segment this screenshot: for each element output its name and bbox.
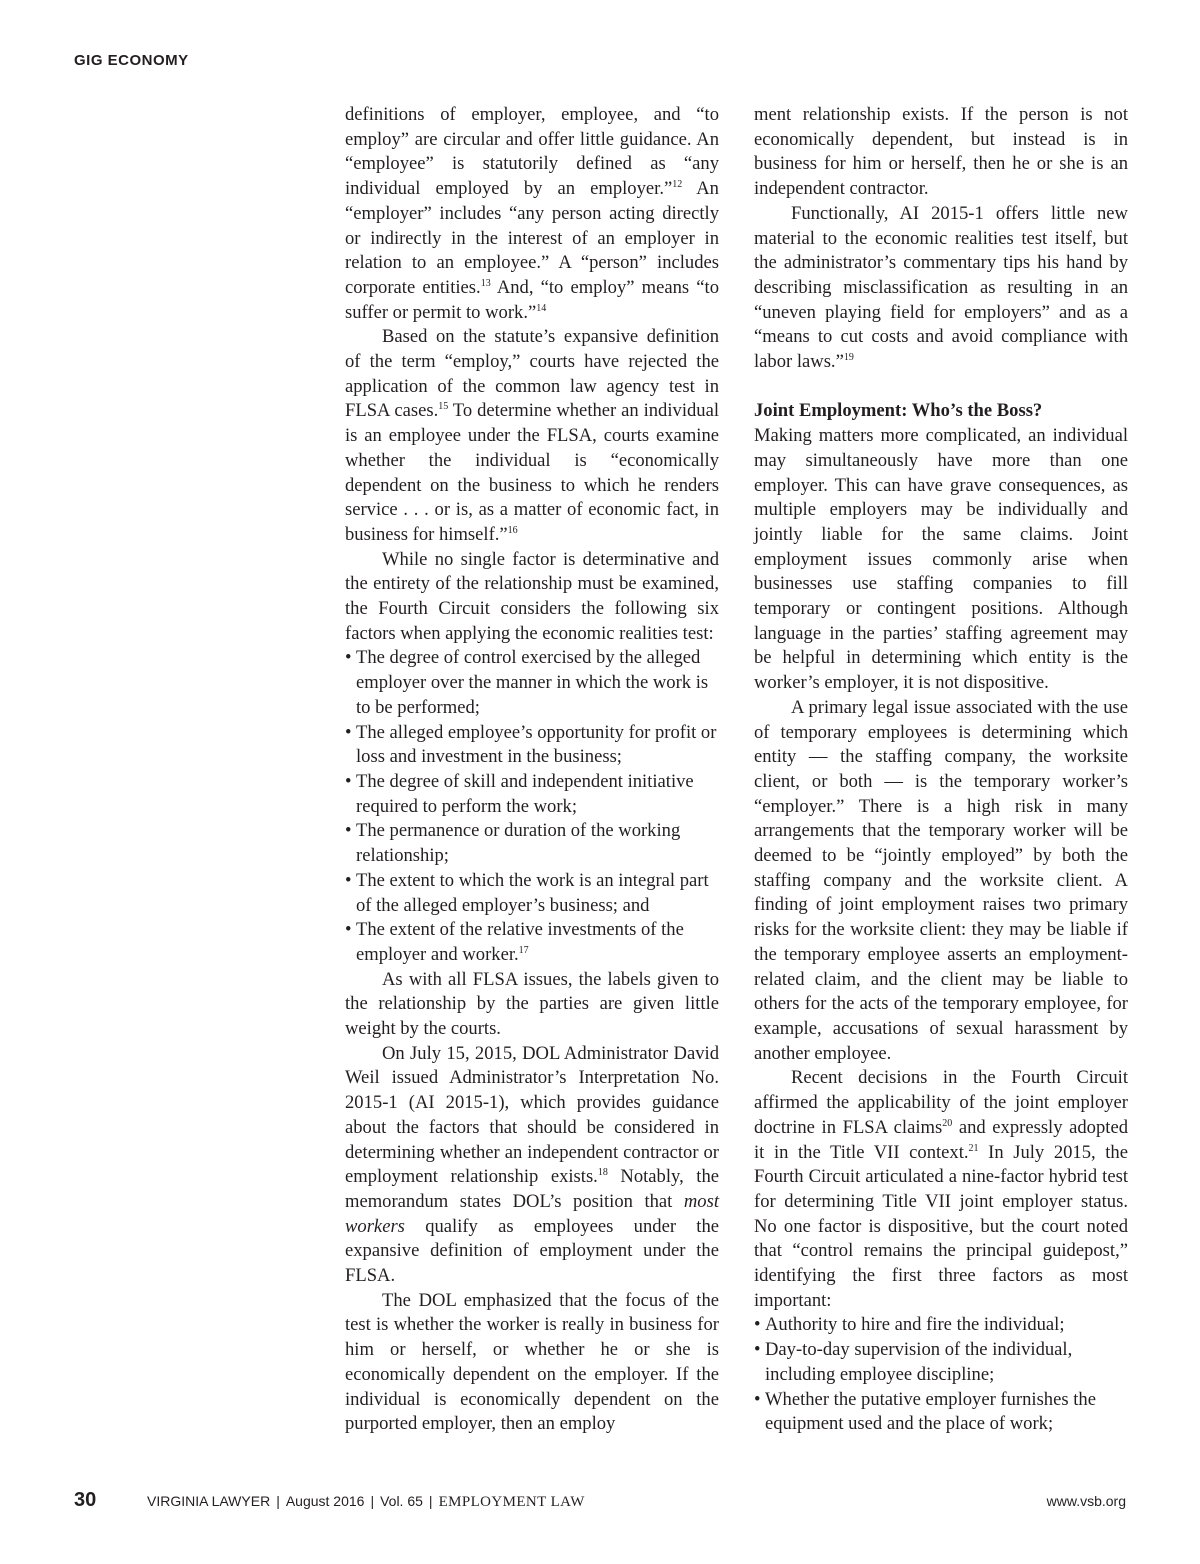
page-number: 30 [74, 1489, 97, 1511]
bullet-icon: • [754, 1339, 761, 1361]
paragraph: definitions of employer, employee, and “to employ” are circular and offer little guidance. An “employee” is statutorily defined as “any individual employed by an employer.”$^{12}$ An “employer” includes “any person acting directly or indirectly in the interest of an employer in relation to an employee.” A “person” includes corporate entities.$^{13}$ And, “to employ” means “to suffer or permit to work.”$^{14}$ [345, 104, 720, 323]
paragraph: Functionally, AI 2015-1 offers little new material to the economic realities test itself, but the administrator’s commentary tips his hand by describing misclassification as resulting in an “uneven playing field for employers” and as a “means to cut costs and avoid compliance with labor laws.”$^{19}$ [754, 202, 1128, 373]
section-running-head: GIG ECONOMY [74, 52, 189, 69]
footnote-ref[interactable]: 21 [968, 1142, 979, 1154]
bullet-icon: • [345, 869, 352, 891]
emphasis: most workers [345, 1190, 719, 1237]
publication-name: VIRGINIA LAWYER [147, 1493, 271, 1509]
list-item: • Whether the putative employer furnishes the equipment used and the place of work; [754, 1388, 1096, 1435]
footnote-ref[interactable]: 12 [672, 179, 683, 191]
volume: Vol. 65 [380, 1493, 423, 1509]
bullet-icon: • [754, 1314, 761, 1336]
bullet-icon: • [345, 919, 352, 941]
bullet-icon: • [345, 647, 352, 669]
list-item: • Authority to hire and fire the individual; [754, 1313, 1128, 1338]
paragraph: Based on the statute’s expansive definition of the term “employ,” courts have rejected the application of the common law agency test in FLSA cases.$^{15}$ To determine whether an individual is an employee under the FLSA, courts examine whether the individual is “economically dependent on the business to which he renders service . . . or is, as a matter of economic fact, in business for himself.”$^{16}$ [345, 326, 719, 545]
paragraph: While no single factor is determinative and the entirety of the relationship must be examined, the Fourth Circuit considers the following six factors when applying the economic realities test: [345, 548, 719, 644]
paragraph: The DOL emphasized that the focus of the test is whether the worker is really in business for him or herself, or whether he or she is economically dependent on the employer. If the individual is economically dependent on the purported employer, then an employ [345, 1289, 719, 1435]
footnote-ref[interactable]: 16 [507, 524, 518, 536]
paragraph: Recent decisions in the Fourth Circuit affirmed the applicability of the joint employer doctrine in FLSA claims$^{20}$ and expressly adopted it in the Title VII context.$^{21}$ In July 2015, the Fourth Circuit articulated a nine-factor hybrid test for determining Title VII joint employer status. No one factor is dispositive, but the court noted that “control remains the principal guidepost,” identifying the first three factors as most important: [754, 1067, 1128, 1311]
issue-date: August 2016 [285, 1493, 365, 1509]
footnote-ref[interactable]: 17 [518, 944, 529, 956]
separator: | [276, 1493, 280, 1509]
website-link[interactable]: www.vsb.org [1046, 1493, 1126, 1509]
list-item: • The permanence or duration of the working relationship; [345, 820, 681, 867]
factor-list [345, 646, 719, 967]
list-item: • The extent to which the work is an integral part of the alleged employer’s business; and [345, 869, 709, 916]
separator: | [428, 1493, 433, 1509]
bullet-icon: • [754, 1388, 761, 1410]
section-heading: Joint Employment: Who’s the Boss? [754, 400, 1043, 422]
footnote-ref[interactable]: 14 [536, 302, 547, 314]
footnote-ref[interactable]: 19 [843, 352, 854, 364]
right-text-column [754, 103, 1128, 1437]
footnote-ref[interactable]: 15 [438, 401, 449, 413]
footnote-ref[interactable]: 13 [480, 277, 491, 289]
footnote-ref[interactable]: 18 [597, 1167, 608, 1179]
list-item: • The extent of the relative investments of the employer and worker.$^{17}$ [345, 919, 684, 965]
paragraph: ment relationship exists. If the person is not economically dependent, but instead is in business for him or herself, then he or she is an independent contractor. [754, 104, 1128, 200]
section-name: EMPLOYMENT LAW [438, 1494, 585, 1510]
bullet-icon: • [345, 820, 352, 842]
paragraph: A primary legal issue associated with the use of temporary employees is determining which entity — the staffing company, the worksite client, or both — is the temporary worker’s “employer.” There is a high risk in many arrangements that the temporary worker will be deemed to be “jointly employed” by both the staffing company and the worksite client. A finding of joint employment raises two primary risks for the worksite client: they may be liable if the temporary employee asserts an employment-related claim, and the client may be liable to others for the acts of the temporary employee, for example, accusations of sexual harassment by another employee. [754, 696, 1128, 1064]
list-item: • The degree of skill and independent initiative required to perform the work; [345, 770, 694, 817]
paragraph: Making matters more complicated, an individual may simultaneously have more than one employer. This can have grave consequences, as multiple employers may be individually and jointly liable for the same claims. Joint employment issues commonly arise when businesses use staffing companies to fill temporary or contingent positions. Although language in the parties’ staffing agreement may be helpful in determining which entity is the worker’s employer, it is not dispositive. [754, 425, 1128, 694]
bullet-icon: • [345, 770, 352, 792]
list-item: • The alleged employee’s opportunity for profit or loss and investment in the business; [345, 721, 717, 768]
bullet-icon: • [345, 721, 352, 743]
list-item: • Day-to-day supervision of the individual, including employee discipline; [754, 1339, 1073, 1385]
list-item: • The degree of control exercised by the alleged employer over the manner in which the work is to be performed; [345, 647, 709, 718]
page-footer [0, 1489, 1200, 1519]
separator: | [370, 1493, 375, 1509]
publication-line [147, 1493, 585, 1511]
factor-list [754, 1313, 1128, 1437]
paragraph: As with all FLSA issues, the labels given to the relationship by the parties are given little weight by the courts. [345, 968, 719, 1040]
footnote-ref[interactable]: 20 [942, 1117, 953, 1129]
left-text-column [345, 103, 719, 1437]
paragraph: On July 15, 2015, DOL Administrator David Weil issued Administrator’s Interpretation No. 2015-1 (AI 2015-1), which provides guidance about the factors that should be considered in determining whether an independent contractor or employment relationship exists.$^{18}$ Notably, the memorandum states DOL’s position that most workers qualify as employees under the expansive definition of employment under the FLSA. [345, 1042, 719, 1287]
